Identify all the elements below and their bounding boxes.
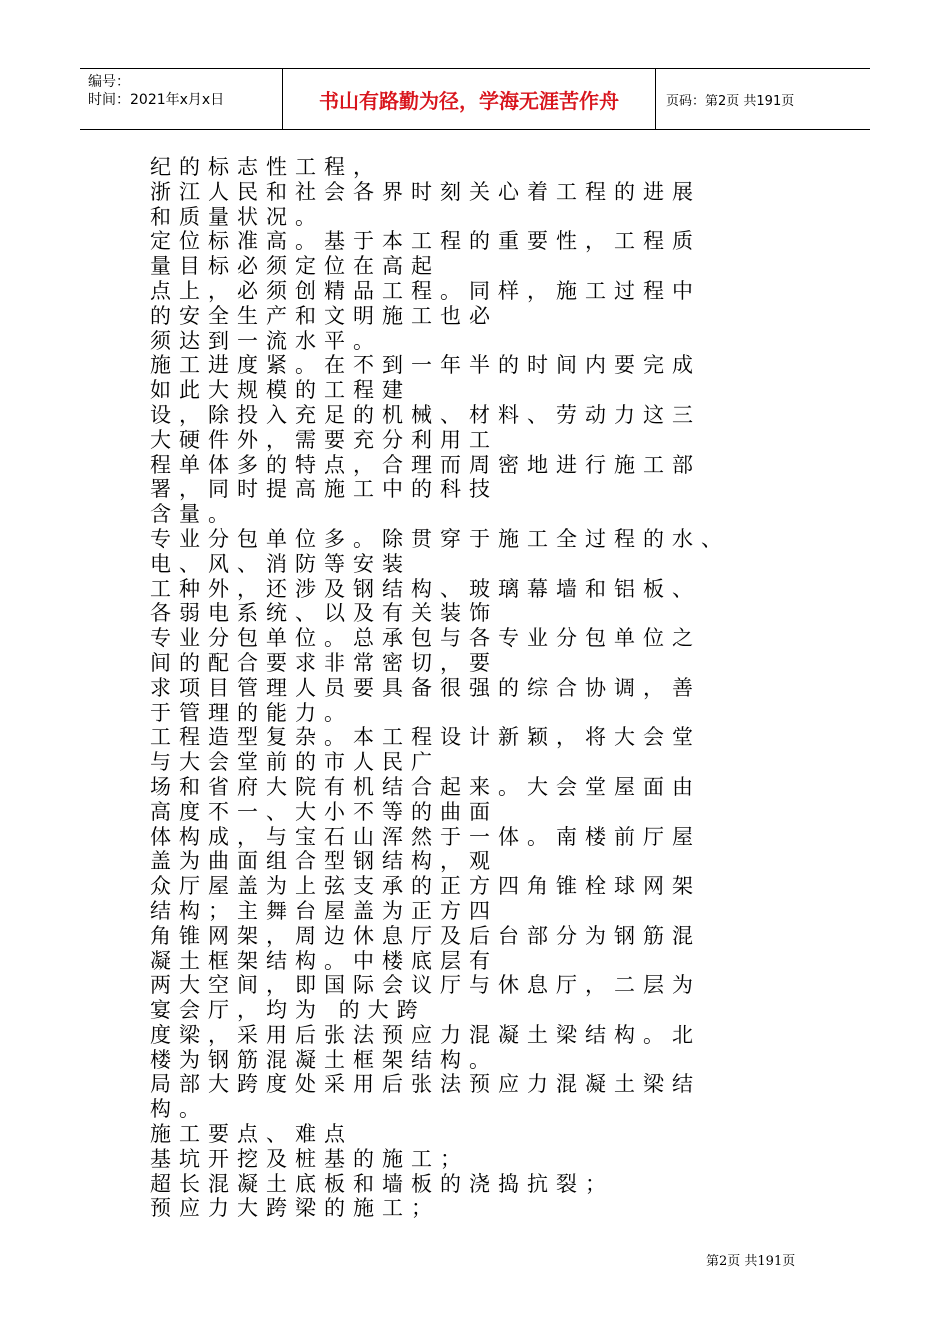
- text-line: 局部大跨度处采用后张法预应力混凝土梁结: [150, 1072, 701, 1097]
- text-line: 结构；主舞台屋盖为正方四: [150, 898, 498, 923]
- time-label: 时间：2021年x月x日: [88, 92, 225, 108]
- header-motto: 书山有路勤为径，学海无涯苦作舟: [282, 69, 656, 129]
- text-line: 纪的标志性工程，: [150, 155, 382, 179]
- text-line: 宴会厅，均为 的大跨: [150, 998, 426, 1023]
- header-meta: [80, 69, 280, 129]
- page-footer: 第2页 共191页: [706, 1254, 796, 1269]
- header-page-info: 页码：第2页 共191页: [666, 93, 795, 109]
- text-line: 与大会堂前的市人民广: [150, 750, 440, 775]
- text-line: 于管理的能力。: [150, 700, 353, 725]
- text-line: 浙江人民和社会各界时刻关心着工程的进展: [150, 179, 701, 204]
- text-line: 构。: [150, 1097, 208, 1122]
- text-line: 盖为曲面组合型钢结构，观: [150, 849, 498, 874]
- text-line: 度梁，采用后张法预应力混凝土梁结构。北: [150, 1022, 701, 1047]
- text-line: 须达到一流水平。: [150, 328, 382, 353]
- text-line: 各弱电系统、以及有关装饰: [150, 601, 498, 626]
- text-line: 点上，必须创精品工程。同样，施工过程中: [150, 278, 701, 303]
- text-line: 场和省府大院有机结合起来。大会堂屋面由: [150, 774, 701, 799]
- doc-number-label: 编号：: [88, 74, 130, 90]
- text-line: 楼为钢筋混凝土框架结构。: [150, 1047, 498, 1072]
- text-line: 如此大规模的工程建: [150, 378, 411, 403]
- text-line: 两大空间，即国际会议厅与休息厅，二层为: [150, 973, 701, 998]
- text-line: 体构成，与宝石山浑然于一体。南楼前厅屋: [150, 824, 701, 849]
- text-line: 和质量状况。: [150, 204, 324, 229]
- text-line: 专业分包单位。总承包与各专业分包单位之: [150, 626, 701, 651]
- document-body: [150, 155, 850, 1221]
- text-line: 凝土框架结构。中楼底层有: [150, 948, 498, 973]
- text-line: 量目标必须定位在高起: [150, 254, 440, 279]
- text-line: 含量。: [150, 502, 237, 527]
- text-line: 大硬件外，需要充分利用工: [150, 427, 498, 452]
- text-line: 角锥网架，周边休息厅及后台部分为钢筋混: [150, 923, 701, 948]
- page-header: [80, 68, 870, 130]
- text-line: 求项目管理人员要具备很强的综合协调，善: [150, 675, 701, 700]
- text-line: 间的配合要求非常密切，要: [150, 650, 498, 675]
- text-line: 基坑开挖及桩基的施工；: [150, 1146, 469, 1171]
- text-line: 程单体多的特点，合理而周密地进行施工部: [150, 452, 701, 477]
- text-line: 专业分包单位多。除贯穿于施工全过程的水、: [150, 526, 730, 551]
- text-line: 电、风、消防等安装: [150, 551, 411, 576]
- text-line: 高度不一、大小不等的曲面: [150, 799, 498, 824]
- text-line: 设，除投入充足的机械、材料、劳动力这三: [150, 402, 701, 427]
- text-line: 众厅屋盖为上弦支承的正方四角锥栓球网架: [150, 874, 701, 899]
- text-line: 的安全生产和文明施工也必: [150, 303, 498, 328]
- text-line: 定位标准高。基于本工程的重要性，工程质: [150, 229, 701, 254]
- text-line: 施工进度紧。在不到一年半的时间内要完成: [150, 353, 701, 378]
- text-line: 施工要点、难点: [150, 1122, 353, 1147]
- text-line: 工程造型复杂。本工程设计新颖，将大会堂: [150, 725, 701, 750]
- text-line: 工种外，还涉及钢结构、玻璃幕墙和铝板、: [150, 576, 701, 601]
- text-line: 署，同时提高施工中的科技: [150, 477, 498, 502]
- text-line: 预应力大跨梁的施工；: [150, 1196, 440, 1221]
- text-line: 超长混凝土底板和墙板的浇捣抗裂；: [150, 1171, 614, 1196]
